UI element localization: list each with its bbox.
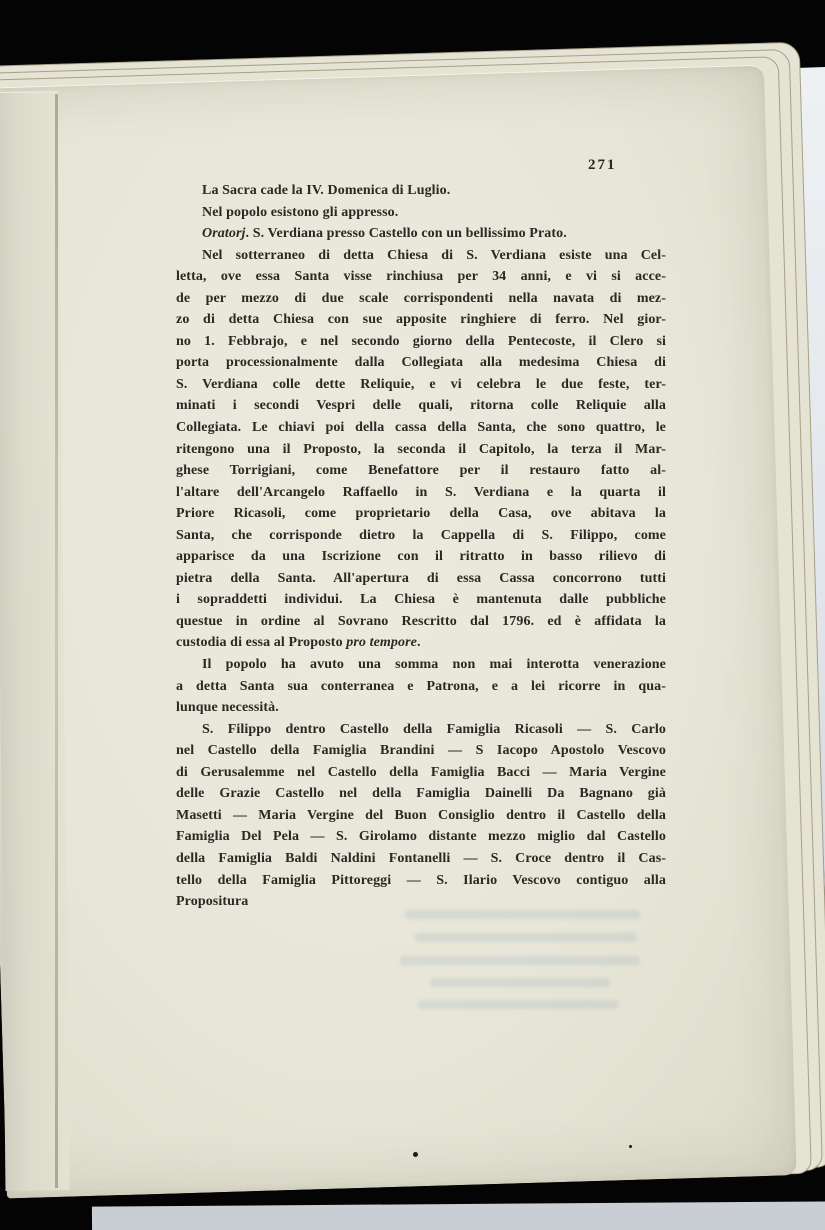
text-block: [176, 180, 666, 913]
text-line: [176, 762, 666, 784]
ink-speck: [629, 1145, 632, 1148]
plain-text: Famiglia Del Pela — S. Girolamo distante mezzo miglio dal Castello: [176, 829, 666, 845]
plain-text: ritengono una il Proposto, la seconda il Capitolo, la terza il Mar-: [176, 441, 666, 457]
text-line: [176, 395, 666, 417]
plain-text: pietra della Santa. All'apertura di essa Cassa concorrono tutti: [176, 570, 666, 586]
plain-text: custodia di essa al Proposto: [176, 635, 347, 651]
plain-text: ghese Torrigiani, come Benefattore per il restauro fatto al-: [176, 463, 666, 479]
plain-text: Nel sotterraneo di detta Chiesa di S. Verdiana esiste una Cel-: [202, 247, 666, 263]
text-line: [176, 870, 666, 892]
text-line: [176, 611, 666, 633]
plain-text: apparisce da una Iscrizione con il ritratto in basso rilievo di: [176, 549, 666, 565]
plain-text: Masetti — Maria Vergine del Buon Consiglio dentro il Castello della: [176, 807, 666, 823]
text-line: [176, 482, 666, 504]
plain-text: letta, ove essa Santa visse rinchiusa per 34 anni, e vi si acce-: [176, 269, 666, 285]
text-line: [176, 891, 666, 913]
text-line: [176, 546, 666, 568]
text-line: [176, 439, 666, 461]
text-line: [176, 589, 666, 611]
plain-text: l'altare dell'Arcangelo Raffaello in S. Verdiana e la quarta il: [176, 484, 666, 500]
text-line: [176, 309, 666, 331]
text-line: [176, 719, 666, 741]
text-line: [176, 374, 666, 396]
text-line: [176, 266, 666, 288]
plain-text: Il popolo ha avuto una somma non mai interotta venerazione: [202, 657, 666, 673]
plain-text: della Famiglia Baldi Naldini Fontanelli — S. Croce dentro il Cas-: [176, 850, 666, 866]
text-line: [176, 245, 666, 267]
desk-surface: [92, 1201, 825, 1230]
plain-text: delle Grazie Castello nel della Famiglia Dainelli Da Bagnano già: [176, 786, 666, 802]
text-line: [176, 180, 666, 202]
plain-text: .: [417, 635, 421, 651]
plain-text: Santa, che corrisponde dietro la Cappella di S. Filippo, come: [176, 527, 666, 543]
text-line: [176, 202, 666, 224]
plain-text: de per mezzo di due scale corrispondenti nella navata di mez-: [176, 290, 666, 306]
plain-text: no 1. Febbrajo, e nel secondo giorno della Pentecoste, il Clero si: [176, 333, 666, 349]
plain-text: Propositura: [176, 894, 249, 910]
text-line: [176, 826, 666, 848]
text-line: [176, 331, 666, 353]
plain-text: i sopraddetti individui. La Chiesa è mantenuta dalle pubbliche: [176, 592, 666, 608]
italic-text: pro tempore: [346, 635, 417, 651]
text-line: [176, 632, 666, 654]
text-line: [176, 503, 666, 525]
plain-text: a detta Santa sua conterranea e Patrona, e a lei ricorre in qua-: [176, 678, 666, 694]
text-line: [176, 676, 666, 698]
text-line: [176, 783, 666, 805]
plain-text: questue in ordine al Sovrano Rescritto dal 1796. ed è affidata la: [176, 613, 666, 629]
show-through-mark: [418, 1000, 618, 1009]
text-line: [176, 460, 666, 482]
plain-text: La Sacra cade la IV. Domenica di Luglio.: [202, 183, 451, 198]
text-line: [176, 697, 666, 719]
plain-text: Priore Ricasoli, come proprietario della Casa, ove abitava la: [176, 506, 666, 522]
plain-text: Collegiata. Le chiavi poi della cassa della Santa, che sono quattro, le: [176, 420, 666, 436]
text-line: [176, 805, 666, 827]
text-line: [176, 288, 666, 310]
plain-text: S. Verdiana colle dette Reliquie, e vi celebra le due feste, ter-: [176, 376, 666, 392]
plain-text: tello della Famiglia Pittoreggi — S. Ilario Vescovo contiguo alla: [176, 872, 666, 888]
plain-text: . S. Verdiana presso Castello con un bellissimo Prato.: [245, 226, 567, 242]
plain-text: S. Filippo dentro Castello della Famiglia Ricasoli — S. Carlo: [202, 721, 666, 737]
show-through-mark: [400, 956, 640, 965]
plain-text: di Gerusalemme nel Castello della Famiglia Bacci — Maria Vergine: [176, 764, 666, 780]
text-line: [176, 525, 666, 547]
text-line: [176, 568, 666, 590]
text-line: [176, 740, 666, 762]
italic-text: Oratorj: [202, 226, 246, 242]
show-through-mark: [430, 978, 610, 987]
plain-text: minati i secondi Vespri delle quali, ritorna colle Reliquie alla: [176, 398, 666, 414]
text-line: [176, 223, 666, 245]
plain-text: porta processionalmente dalla Collegiata alla medesima Chiesa di: [176, 355, 666, 371]
plain-text: nel Castello della Famiglia Brandini — S Iacopo Apostolo Vescovo: [176, 743, 666, 759]
text-line: [176, 848, 666, 870]
plain-text: zo di detta Chiesa con sue apposite ringhiere di ferro. Nel gior-: [176, 312, 666, 328]
text-line: [176, 654, 666, 676]
page-number: 271: [588, 157, 617, 173]
text-line: [176, 417, 666, 439]
gutter-crease: [55, 94, 58, 1188]
facing-page-sliver: [0, 91, 70, 1191]
plain-text: lunque necessità.: [176, 700, 279, 716]
plain-text: Nel popolo esistono gli appresso.: [202, 204, 399, 220]
show-through-mark: [415, 933, 637, 942]
text-line: [176, 352, 666, 374]
ink-speck: [413, 1152, 418, 1157]
